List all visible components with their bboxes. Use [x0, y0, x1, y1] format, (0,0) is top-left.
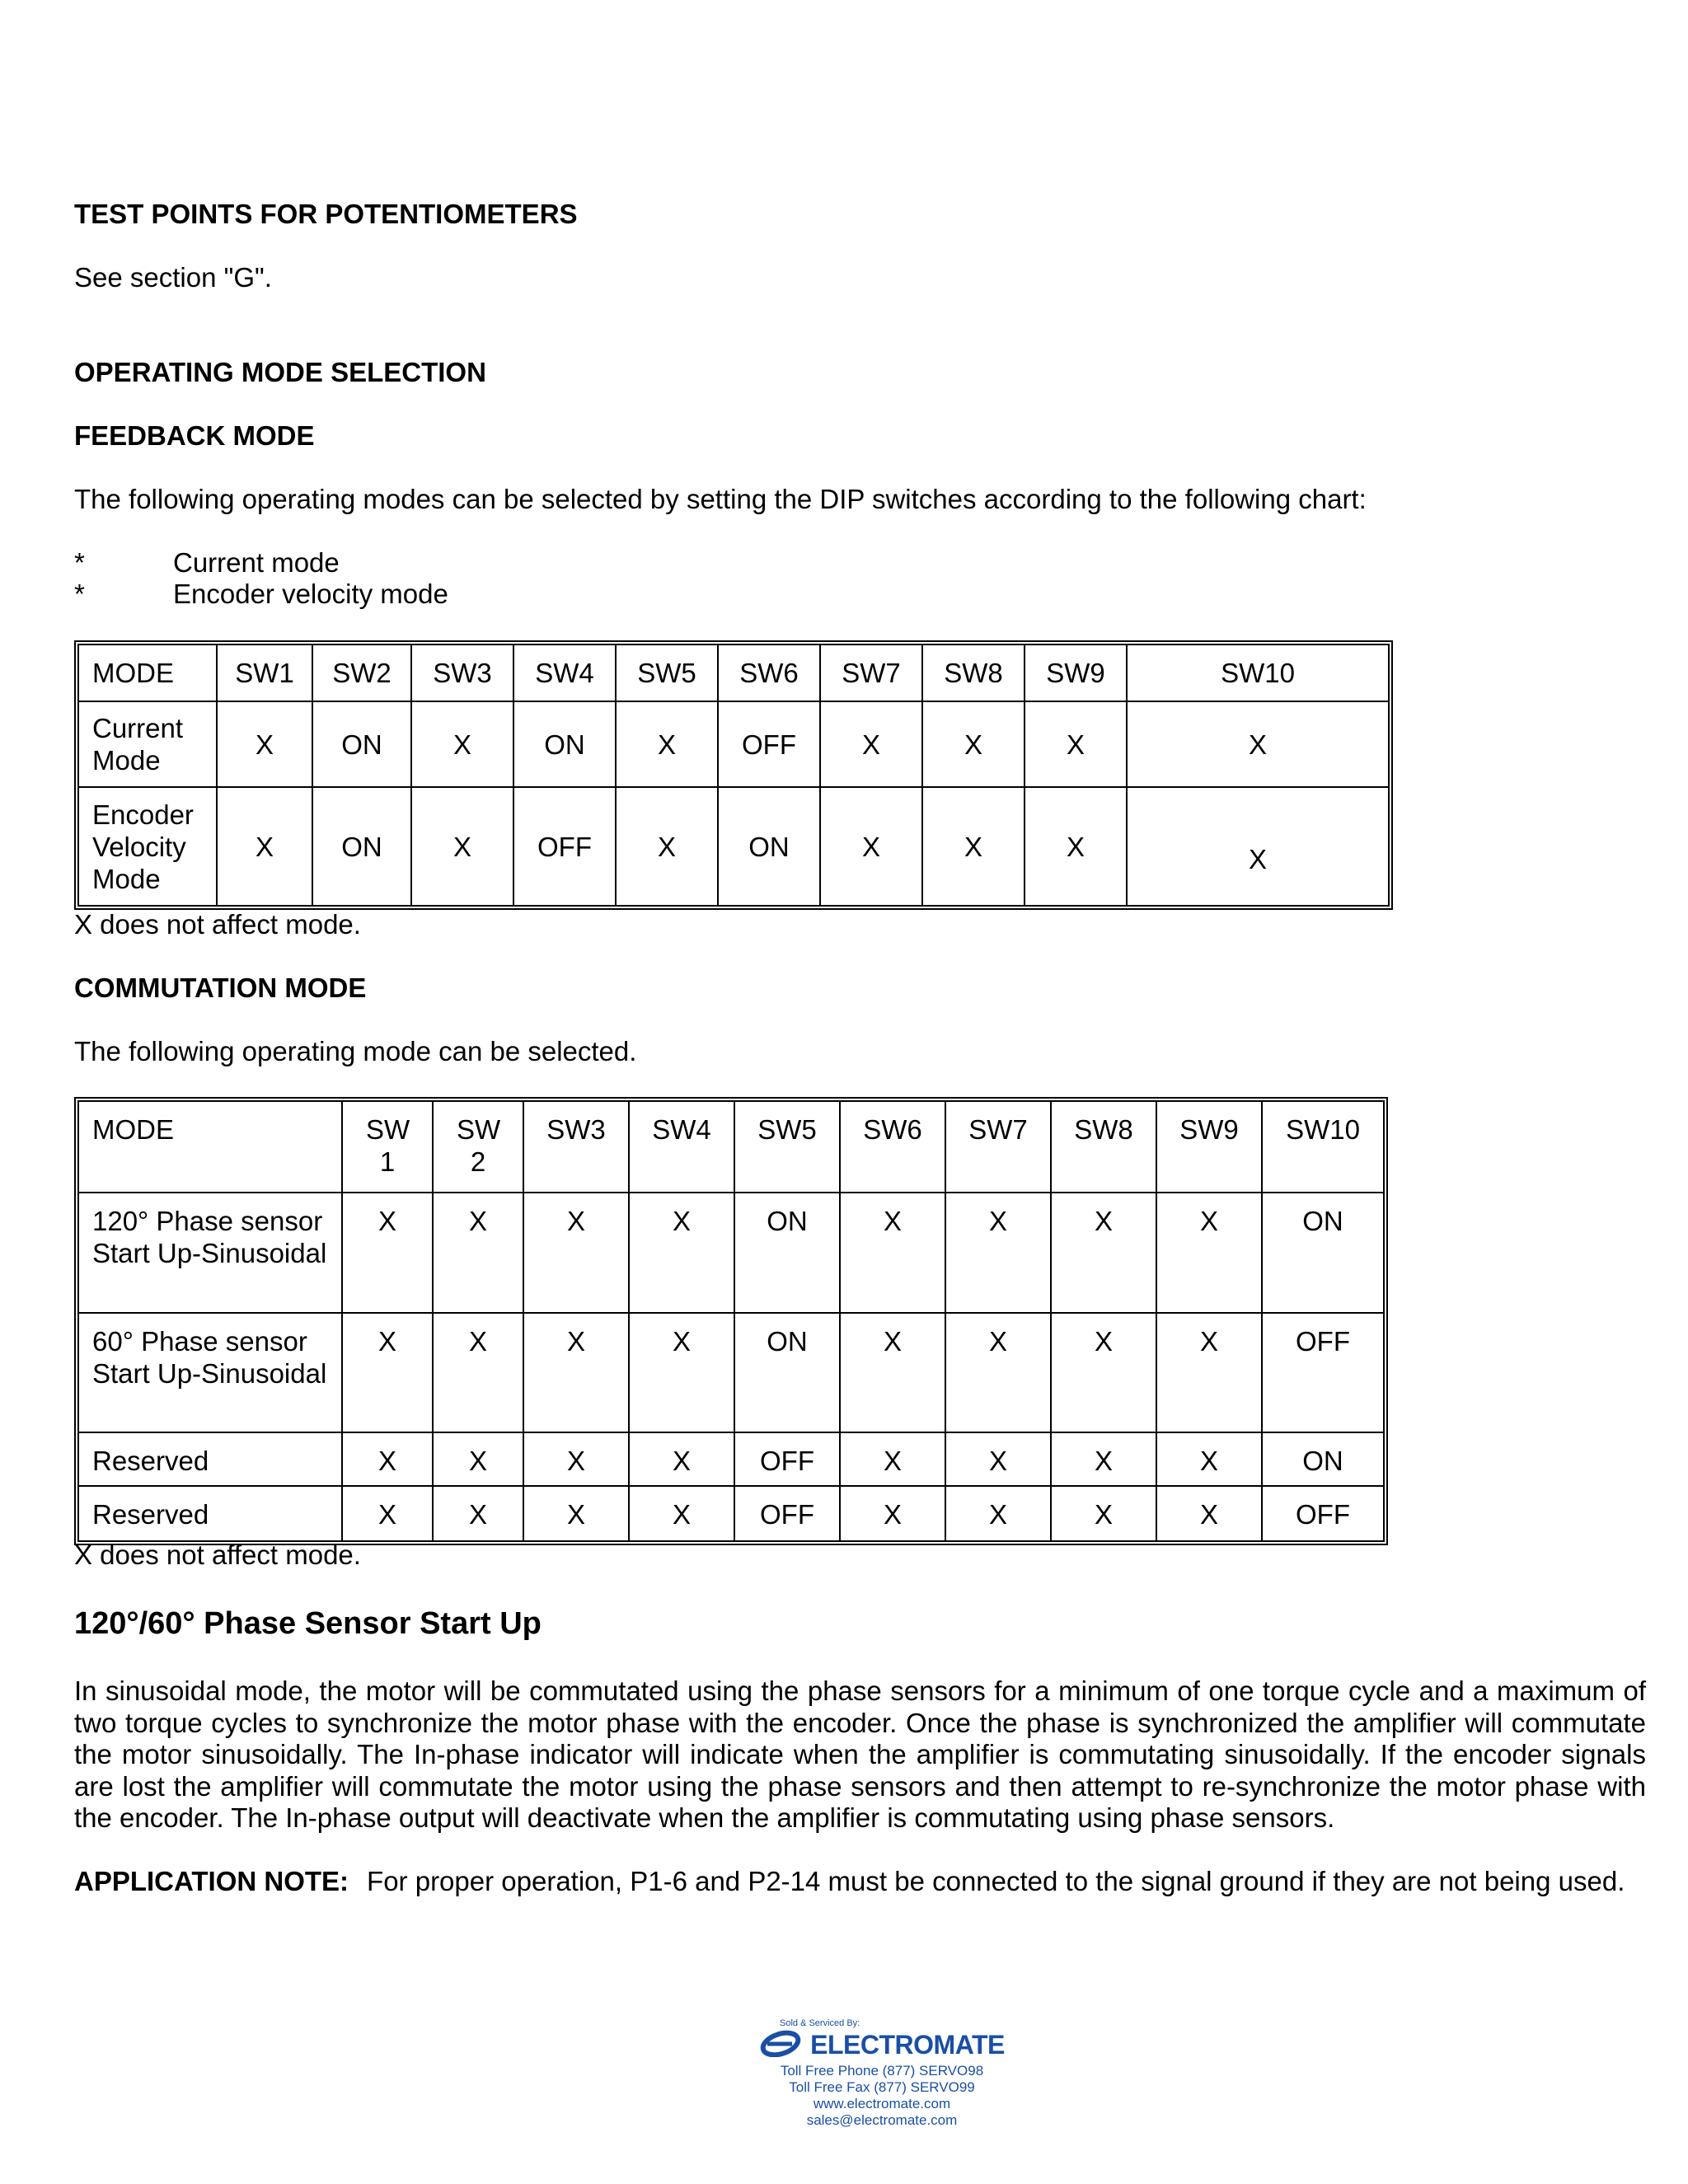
table-header-cell: SW4 — [630, 1102, 735, 1193]
mode-cell: 120° Phase sensor Start Up-Sinusoidal — [79, 1193, 343, 1314]
table-header-cell: SW3 — [412, 645, 514, 702]
table-cell: X — [923, 702, 1025, 788]
table-cell: X — [343, 1487, 434, 1540]
mode-cell: Current Mode — [79, 702, 218, 788]
table-cell: X — [841, 1314, 946, 1433]
bullet-encoder-velocity-mode: Encoder velocity mode — [173, 579, 448, 609]
table-cell: X — [524, 1433, 630, 1487]
footer — [742, 2018, 1022, 2129]
mode-cell: 60° Phase sensor Start Up-Sinusoidal — [79, 1314, 343, 1433]
table-cell: X — [343, 1314, 434, 1433]
table-cell: X — [630, 1487, 735, 1540]
table-cell: X — [923, 788, 1025, 905]
table-cell: X — [434, 1487, 524, 1540]
table-header-cell: SW7 — [821, 645, 923, 702]
table-cell: X — [1052, 1314, 1157, 1433]
table-header-cell: SW1 — [218, 645, 313, 702]
table-cell: OFF — [1296, 1499, 1350, 1530]
operating-mode-heading: OPERATING MODE SELECTION — [74, 357, 486, 387]
table-cell: X — [412, 702, 514, 788]
sold-by-label: Sold & Serviced By: — [780, 2018, 860, 2028]
table-cell: X — [343, 1433, 434, 1487]
commutation-mode-heading: COMMUTATION MODE — [74, 972, 367, 1003]
table-cell: X — [617, 702, 719, 788]
table-cell: X — [630, 1314, 735, 1433]
table-row — [79, 1314, 1383, 1433]
feedback-mode-heading: FEEDBACK MODE — [74, 420, 315, 451]
table-header-cell: SW 1 — [343, 1102, 434, 1193]
table-header-cell: MODE — [79, 1102, 343, 1193]
feedback-note: X does not affect mode. — [74, 909, 361, 940]
phase-sensor-paragraph: In sinusoidal mode, the motor will be commutated using the phase sensors for a minimum of one torque cycle and a maximum of two torque cycles to synchronize the motor phase with the encoder. Once the phase is synchronized the amplifier will commutate the motor sinusoidally. The In-phase indicator will indicate when the amplifier is commutating sinusoidally. If the encoder signals are lost the amplifier will commutate the motor using the phase sensors and then attempt to re-synchronize the motor phase with the encoder. The In-phase output will deactivate when the amplifier is commutating using phase sensors. — [74, 1675, 1646, 1833]
test-points-heading: TEST POINTS FOR POTENTIOMETERS — [74, 199, 578, 229]
table-cell: X — [1128, 702, 1388, 788]
table-cell: X — [1052, 1433, 1157, 1487]
table-cell: X — [434, 1433, 524, 1487]
commutation-mode-table — [74, 1097, 1388, 1545]
table-cell: X — [218, 788, 313, 905]
table-header-cell: SW8 — [1052, 1102, 1157, 1193]
application-note-label: APPLICATION NOTE: — [74, 1866, 349, 1896]
table-header-cell: MODE — [79, 645, 218, 702]
footer-fax: Toll Free Fax (877) SERVO99 — [789, 2079, 975, 2095]
footer-email[interactable]: sales@electromate.com — [806, 2112, 958, 2128]
table-cell: X — [821, 788, 923, 905]
table-header-cell: SW6 — [841, 1102, 946, 1193]
table-cell: X — [524, 1314, 630, 1433]
commutation-intro: The following operating mode can be selected. — [74, 1036, 637, 1066]
table-cell: OFF — [735, 1433, 841, 1487]
table-header-row — [79, 645, 1388, 702]
table-row — [79, 1193, 1383, 1314]
brand-logo — [742, 2029, 1022, 2063]
table-header-cell: SW6 — [719, 645, 821, 702]
table-cell: X — [434, 1193, 524, 1314]
table-row — [79, 788, 1388, 905]
table-header-cell: SW 2 — [434, 1102, 524, 1193]
table-cell: ON — [735, 1314, 841, 1433]
table-cell: X — [946, 1487, 1052, 1540]
table-cell: X — [524, 1193, 630, 1314]
table-cell: X — [617, 788, 719, 905]
phase-sensor-heading: 120°/60° Phase Sensor Start Up — [74, 1606, 542, 1641]
table-cell: X — [821, 702, 923, 788]
table-cell: X — [946, 1433, 1052, 1487]
table-header-cell: SW2 — [313, 645, 412, 702]
table-cell: X — [1025, 788, 1128, 905]
electromate-logo-icon — [759, 2029, 805, 2063]
table-cell: ON — [514, 702, 617, 788]
table-cell: X — [1248, 843, 1267, 874]
commutation-note: X does not affect mode. — [74, 1540, 361, 1570]
table-cell: X — [841, 1487, 946, 1540]
table-cell: ON — [1263, 1193, 1383, 1314]
table-header-cell: SW10 — [1263, 1102, 1383, 1193]
feedback-mode-table — [74, 640, 1393, 910]
table-row — [79, 1487, 1383, 1540]
table-cell: X — [412, 788, 514, 905]
table-header-cell: SW5 — [735, 1102, 841, 1193]
table-cell: OFF — [514, 788, 617, 905]
table-cell: X — [1025, 702, 1128, 788]
table-header-cell: SW10 — [1128, 645, 1388, 702]
mode-cell: Encoder Velocity Mode — [79, 788, 218, 905]
table-cell: X — [1052, 1487, 1157, 1540]
bullet-marker: * — [74, 547, 85, 578]
table-cell: X — [343, 1193, 434, 1314]
mode-cell: Reserved — [79, 1433, 343, 1487]
table-cell: ON — [735, 1193, 841, 1314]
table-cell: X — [524, 1487, 630, 1540]
table-header-cell: SW9 — [1157, 1102, 1263, 1193]
table-header-row — [79, 1102, 1383, 1193]
footer-phone: Toll Free Phone (877) SERVO98 — [780, 2063, 984, 2079]
table-header-cell: SW9 — [1025, 645, 1128, 702]
mode-cell: Reserved — [79, 1487, 343, 1540]
bullet-marker: * — [74, 579, 85, 609]
table-cell: OFF — [1263, 1314, 1383, 1433]
table-cell: X — [218, 702, 313, 788]
table-header-cell: SW7 — [946, 1102, 1052, 1193]
table-cell: OFF — [719, 702, 821, 788]
table-cell: X — [1157, 1433, 1263, 1487]
test-points-text: See section "G". — [74, 262, 272, 293]
bullet-current-mode: Current mode — [173, 547, 340, 578]
table-cell: ON — [1263, 1433, 1383, 1487]
table-header-cell: SW4 — [514, 645, 617, 702]
table-cell: ON — [719, 788, 821, 905]
application-note-text: For proper operation, P1-6 and P2-14 must be connected to the signal ground if they are not being used. — [367, 1866, 1625, 1896]
application-note — [74, 1865, 1625, 1897]
table-cell: X — [1157, 1193, 1263, 1314]
table-row — [79, 1433, 1383, 1487]
table-cell: ON — [313, 788, 412, 905]
table-cell: X — [946, 1314, 1052, 1433]
table-cell: X — [1052, 1193, 1157, 1314]
brand-name: ELECTROMATE — [810, 2030, 1005, 2060]
table-cell: X — [1157, 1487, 1263, 1540]
table-header-cell: SW8 — [923, 645, 1025, 702]
footer-website[interactable]: www.electromate.com — [813, 2096, 951, 2111]
table-header-cell: SW3 — [524, 1102, 630, 1193]
table-cell: X — [434, 1314, 524, 1433]
table-cell: OFF — [735, 1487, 841, 1540]
table-cell: X — [630, 1433, 735, 1487]
table-row — [79, 702, 1388, 788]
table-cell: X — [946, 1193, 1052, 1314]
feedback-intro: The following operating modes can be selected by setting the DIP switches according to the following chart: — [74, 484, 1367, 514]
table-cell: X — [630, 1193, 735, 1314]
table-cell: X — [1157, 1314, 1263, 1433]
table-header-cell: SW5 — [617, 645, 719, 702]
table-cell: X — [841, 1433, 946, 1487]
table-cell: ON — [313, 702, 412, 788]
table-cell: X — [841, 1193, 946, 1314]
